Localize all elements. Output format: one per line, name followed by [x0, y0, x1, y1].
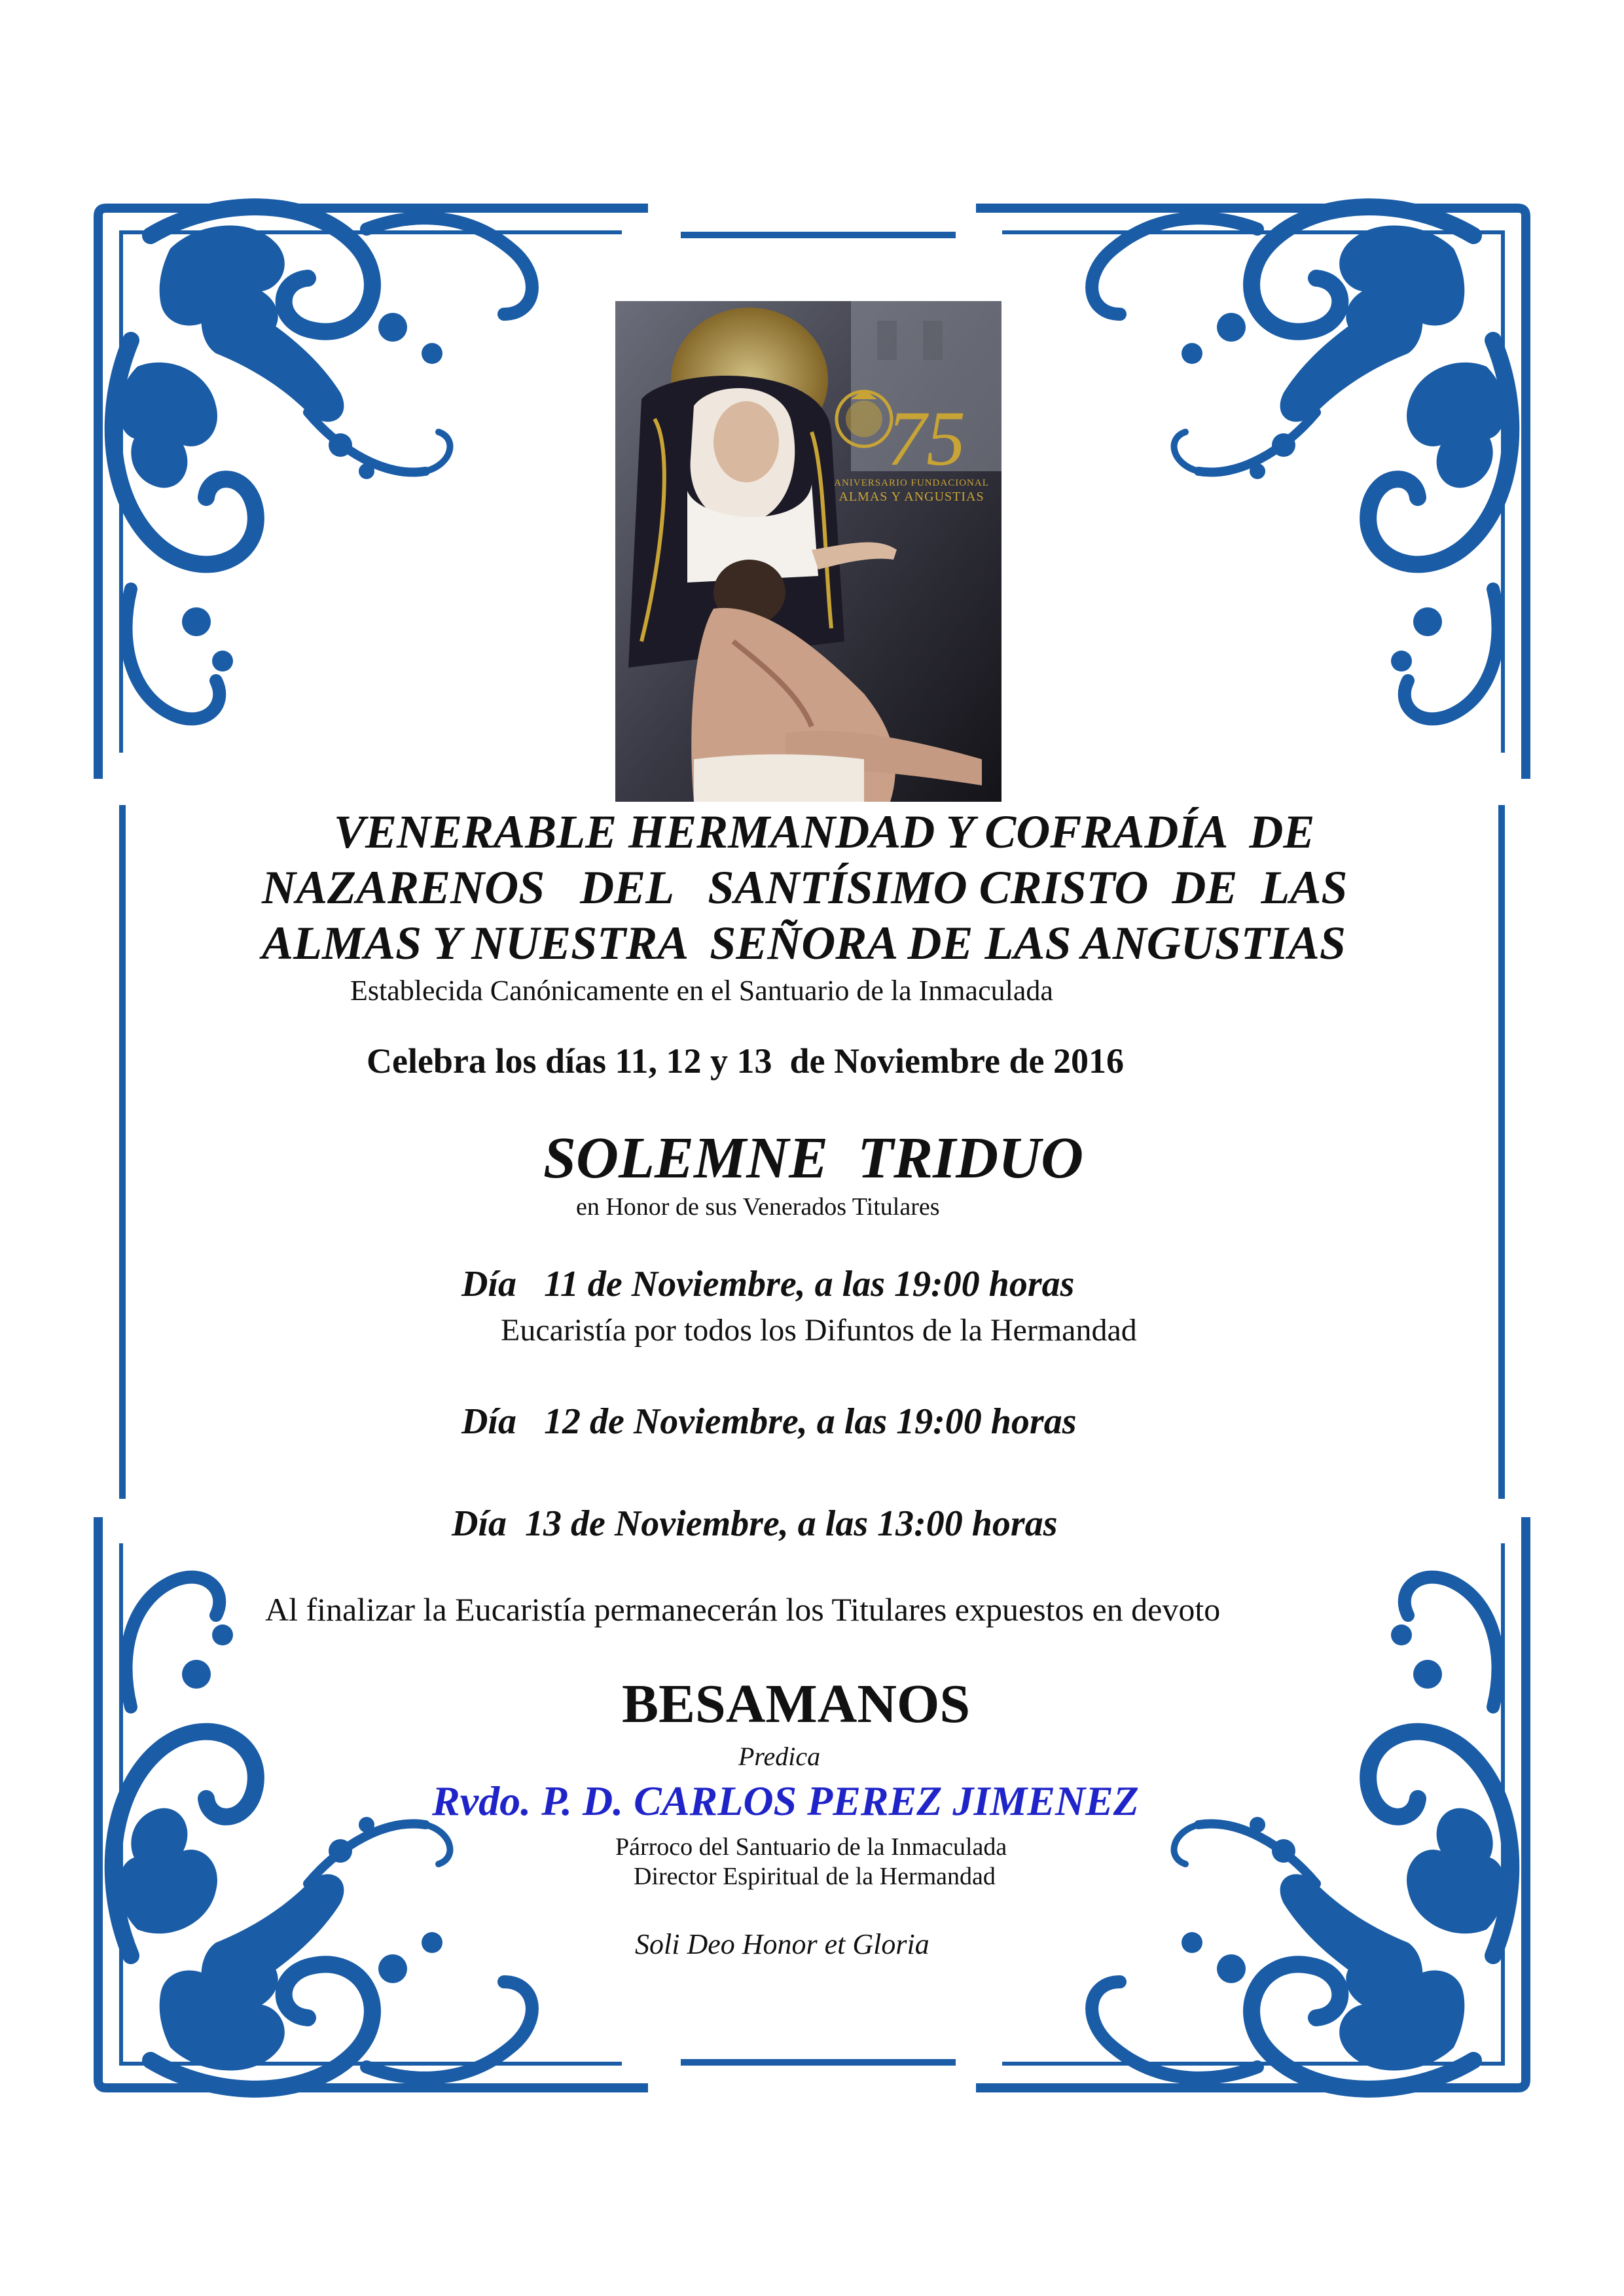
motto: Soli Deo Honor et Gloria: [635, 1928, 929, 1960]
frame-corner-top-left: [98, 207, 648, 779]
schedule-day-1: Día 11 de Noviembre, a las 19:00 horas: [461, 1264, 1075, 1304]
heading-line-1: VENERABLE HERMANDAD Y COFRADÍA DE: [334, 806, 1315, 858]
heading-line-3: ALMAS Y NUESTRA SEÑORA DE LAS ANGUSTIAS: [262, 917, 1346, 969]
preacher-name: Rvdo. P. D. CARLOS PEREZ JIMENEZ: [432, 1778, 1139, 1824]
preacher-role-1: Párroco del Santuario de la Inmaculada: [615, 1833, 1007, 1861]
predica-label: Predica: [738, 1742, 821, 1771]
anniversary-caption: ANIVERSARIO FUNDACIONAL: [834, 478, 989, 488]
schedule-day-1-note: Eucaristía por todos los Difuntos de la Hermandad: [501, 1313, 1137, 1348]
anniversary-brotherhood-name: ALMAS Y ANGUSTIAS: [839, 490, 984, 504]
schedule-day-3: Día 13 de Noviembre, a las 13:00 horas: [452, 1503, 1058, 1544]
frame-top-line: [681, 232, 956, 238]
frame-corner-top-right: [976, 207, 1526, 779]
established-line: Establecida Canónicamente en el Santuario de la Inmaculada: [350, 975, 1053, 1007]
heading-line-2: NAZARENOS DEL SANTÍSIMO CRISTO DE LAS: [262, 861, 1348, 914]
anniversary-number: 75: [887, 395, 965, 482]
frame-bottom-line: [681, 2059, 956, 2066]
pieta-illustration: [615, 301, 1001, 802]
frame-right-line: [1498, 805, 1505, 1499]
celebration-dates: Celebra los días 11, 12 y 13 de Noviembre de 2016: [367, 1041, 1124, 1081]
devotion-line: Al finalizar la Eucaristía permanecerán los Titulares expuestos en devoto: [265, 1591, 1221, 1628]
pieta-poster-image: [615, 301, 1001, 802]
schedule-day-2: Día 12 de Noviembre, a las 19:00 horas: [461, 1401, 1077, 1442]
preacher-role-2: Director Espiritual de la Hermandad: [634, 1863, 996, 1890]
besamanos-title: BESAMANOS: [622, 1674, 971, 1734]
honor-line: en Honor de sus Venerados Titulares: [576, 1193, 940, 1221]
event-title: SOLEMNE TRIDUO: [543, 1126, 1084, 1191]
frame-left-line: [119, 805, 126, 1499]
